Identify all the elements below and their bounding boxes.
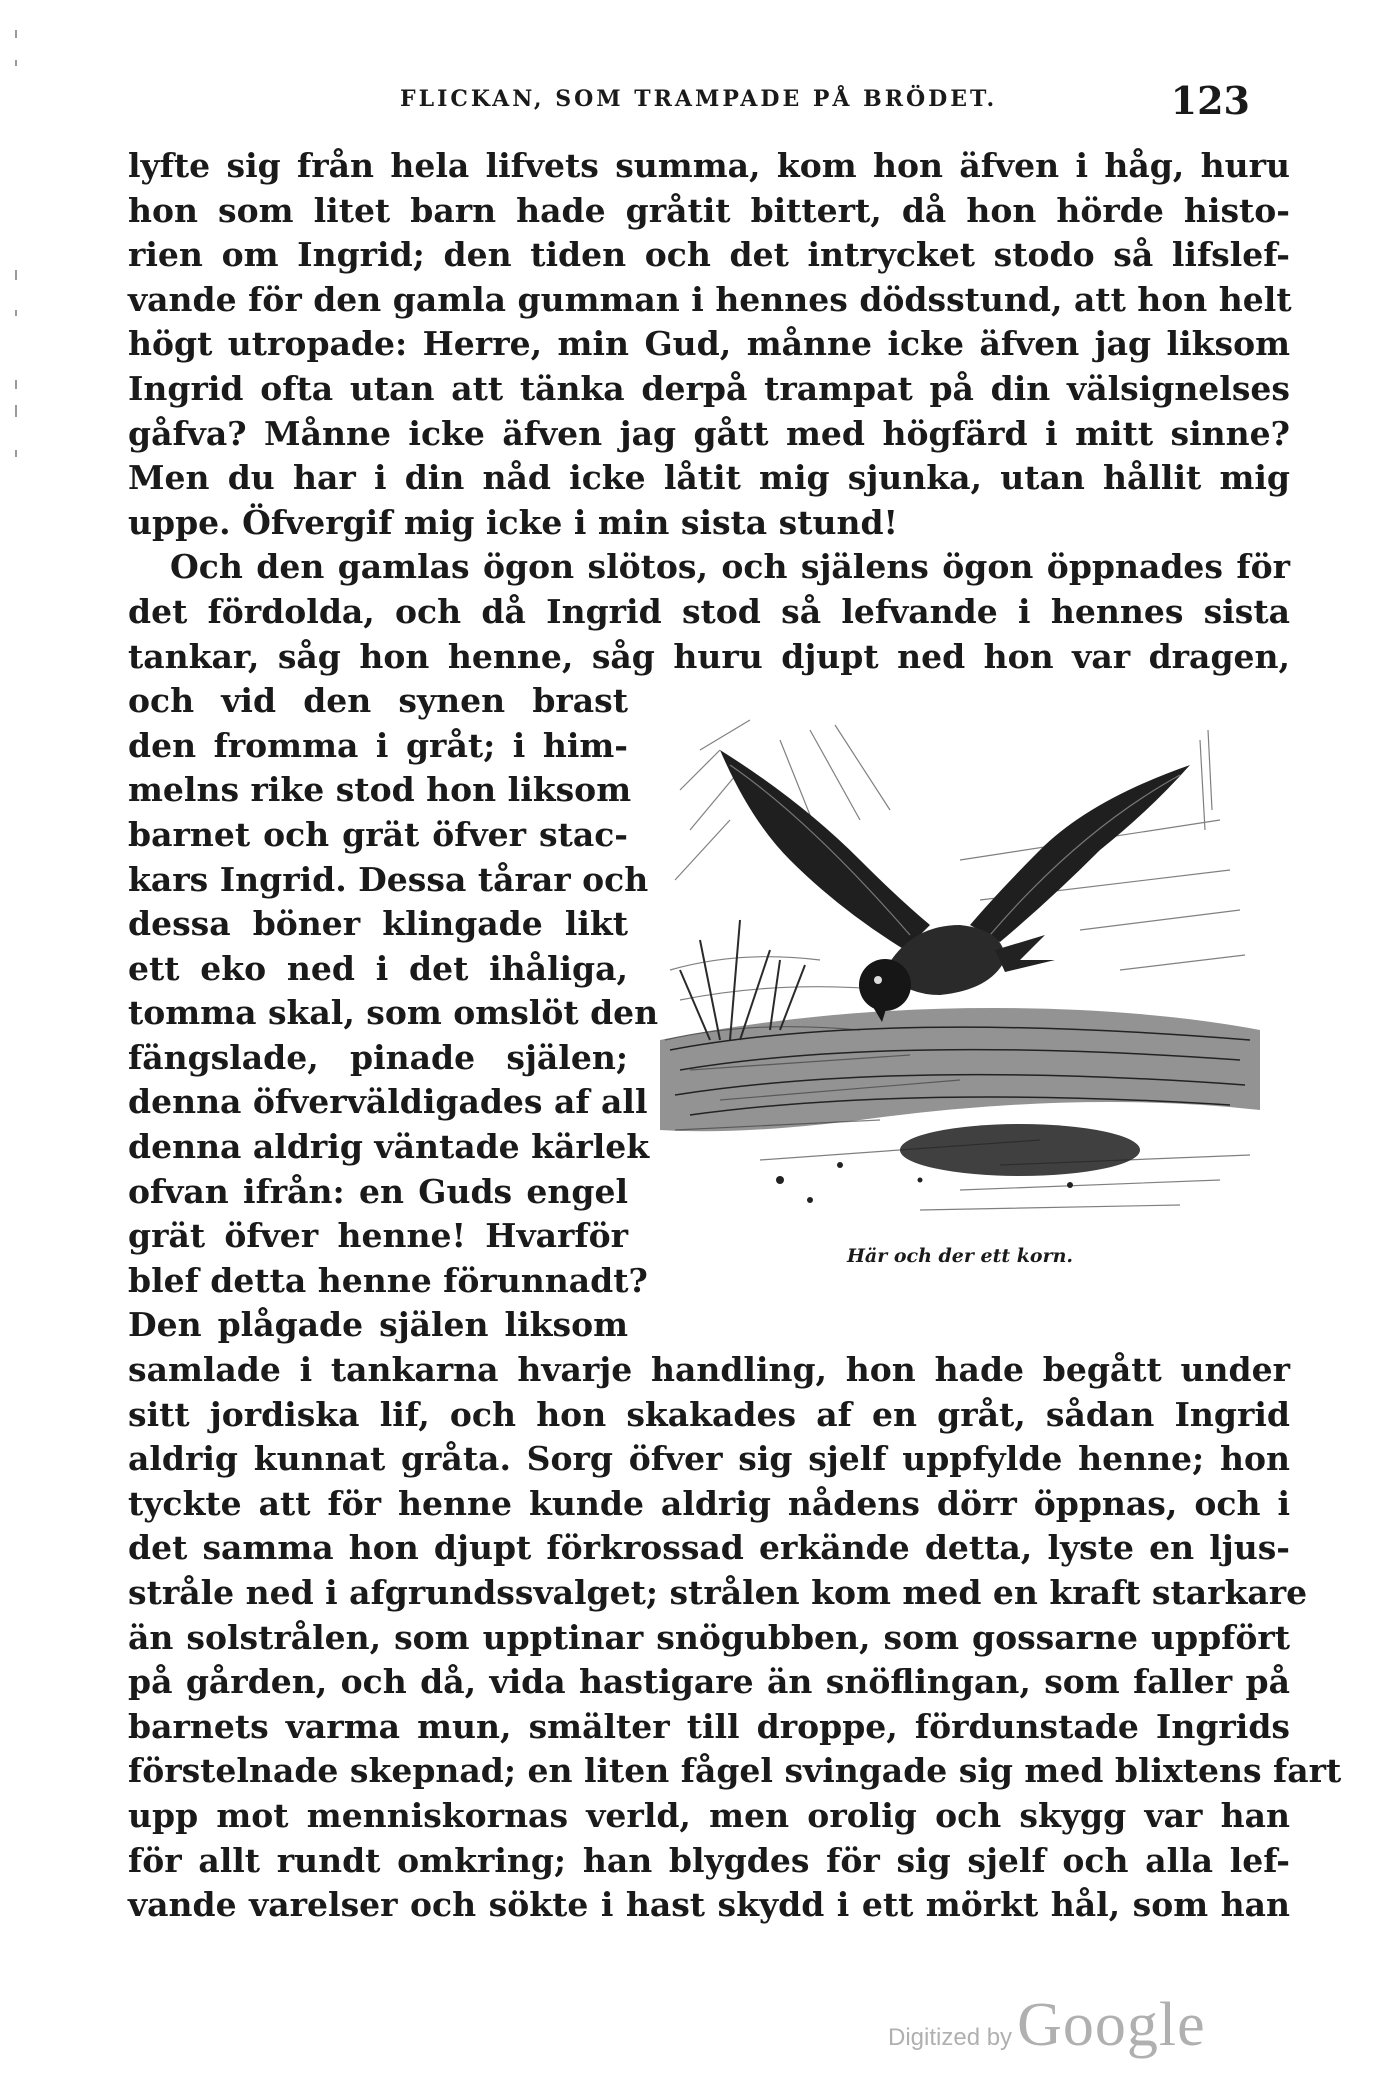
paragraph-start-line: Och den gamlas ögon slötos, och själens ögon öppnades för: [170, 547, 1290, 587]
text-line: den fromma i gråt; i him-: [128, 725, 628, 765]
text-line: barnet och grät öfver stac-: [128, 814, 628, 854]
text-line: samlade i tankarna hvarje handling, hon hade begått under: [128, 1350, 1290, 1390]
text-line: förstelnade skepnad; en liten fågel svingade sig med blixtens fart: [128, 1751, 1342, 1791]
text-line: än solstrålen, som upptinar snögubben, som gossarne uppfört: [128, 1617, 1290, 1657]
text-line: melns rike stod hon liksom: [128, 770, 632, 810]
swallow-illustration-icon: [660, 710, 1260, 1225]
running-head: FLICKAN, SOM TRAMPADE PÅ BRÖDET.: [400, 86, 998, 112]
text-line: tyckte att för henne kunde aldrig nådens dörr öppnas, och i: [128, 1483, 1290, 1523]
page-header: [400, 78, 1250, 128]
text-line: lyfte sig från hela lifvets summa, kom hon äfven i håg, huru: [128, 146, 1290, 185]
watermark-logo: Google: [1017, 1991, 1206, 2059]
text-line: tankar, såg hon henne, såg huru djupt ned hon var dragen,: [128, 636, 1290, 676]
text-line: det fördolda, och då Ingrid stod så lefvande i hennes sista: [128, 591, 1290, 631]
text-line: blef detta henne förunnadt?: [128, 1260, 648, 1300]
text-line: upp mot menniskornas verld, men orolig och skygg var han: [128, 1795, 1290, 1835]
text-line: ofvan ifrån: en Guds engel: [128, 1171, 628, 1211]
text-line: på gården, och då, vida hastigare än snöflingan, som faller på: [128, 1662, 1290, 1702]
text-line: Men du har i din nåd icke låtit mig sjunka, utan hållit mig: [128, 458, 1290, 498]
text-line: fängslade, pinade själen;: [128, 1037, 628, 1077]
text-line: kars Ingrid. Dessa tårar och: [128, 859, 649, 899]
text-line: grät öfver henne! Hvarför: [128, 1216, 628, 1256]
text-line: stråle ned i afgrundssvalget; strålen kom med en kraft starkare: [128, 1573, 1308, 1612]
text-line: barnets varma mun, smälter till droppe, fördunstade Ingrids: [128, 1706, 1290, 1746]
text-line: för allt rundt omkring; han blygdes för sig sjelf och alla lef-: [128, 1840, 1290, 1880]
text-line: Ingrid ofta utan att tänka derpå trampat på din välsignelses: [128, 368, 1290, 408]
text-line: hon som litet barn hade gråtit bittert, då hon hörde histo-: [128, 190, 1290, 230]
text-line: Den plågade själen liksom: [128, 1305, 628, 1345]
watermark-prefix: Digitized by: [888, 2024, 1013, 2051]
text-line: det samma hon djupt förkrossad erkände detta, lyste en ljus-: [128, 1528, 1290, 1568]
text-line: vande varelser och sökte i hast skydd i ett mörkt hål, som han: [128, 1885, 1290, 1925]
text-line: uppe. Öfvergif mig icke i min sista stund!: [128, 502, 899, 542]
page-number: 123: [1170, 78, 1250, 123]
text-line: tomma skal, som omslöt den: [128, 993, 659, 1033]
digitized-watermark: [888, 1990, 1206, 2060]
text-line: vande för den gamla gumman i hennes dödsstund, att hon helt: [128, 279, 1292, 319]
text-line: sitt jordiska lif, och hon skakades af en gråt, sådan Ingrid: [128, 1394, 1290, 1434]
text-line: aldrig kunnat gråta. Sorg öfver sig sjelf uppfylde henne; hon: [128, 1439, 1290, 1479]
text-line: högt utropade: Herre, min Gud, månne icke äfven jag liksom: [128, 324, 1290, 364]
figure-caption: Här och der ett korn.: [846, 1245, 1074, 1267]
text-line: rien om Ingrid; den tiden och det intrycket stodo så lifslef-: [128, 235, 1290, 275]
scan-edge-marks: [12, 20, 20, 480]
text-line: och vid den synen brast: [128, 681, 628, 721]
text-line: denna öfverväldigades af all: [128, 1082, 648, 1122]
text-line: gåfva? Månne icke äfven jag gått med högfärd i mitt sinne?: [128, 413, 1290, 453]
text-line: denna aldrig väntade kärlek: [128, 1127, 650, 1167]
text-line: dessa böner klingade likt: [128, 904, 628, 944]
illustration: [660, 710, 1260, 1267]
text-line: ett eko ned i det ihåliga,: [128, 948, 628, 988]
